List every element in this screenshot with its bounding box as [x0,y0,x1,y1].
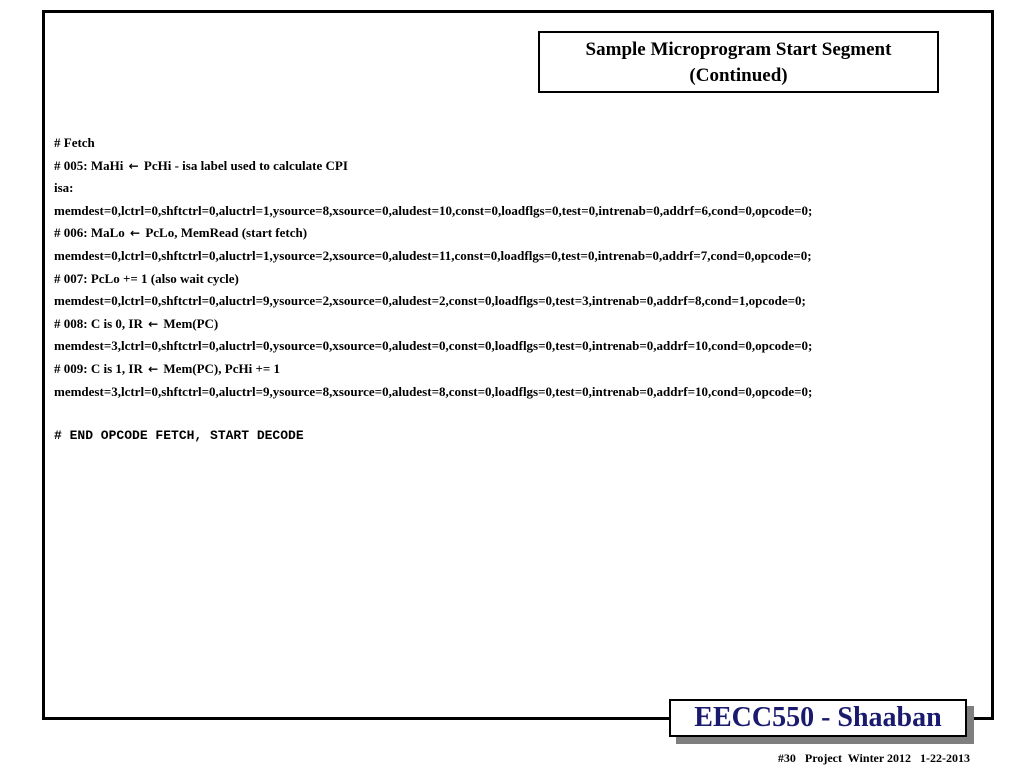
code-comment-005-end: PcHi - isa label used to calculate CPI [140,157,348,173]
code-microinstruction-009: memdest=3,lctrl=0,shftctrl=0,aluctrl=9,ysource=8,xsource=0,aludest=8,const=0,loadflgs=0,test=0,intrenab=0,addrf=10,cond=0,opcode=0; [54,383,813,399]
code-comment-008-start: # 008: C is 0, IR [54,315,147,331]
code-comment-009 [54,358,984,381]
slide-title-box [538,31,939,93]
code-comment-008 [54,313,984,336]
left-arrow-icon: ← [128,158,139,173]
left-arrow-icon: ← [130,226,141,241]
code-comment-005 [54,155,984,178]
left-arrow-icon: ← [148,316,159,331]
slide-title-line-1: Sample Microprogram Start Segment [585,39,892,60]
code-microinstruction-006: memdest=0,lctrl=0,shftctrl=0,aluctrl=1,ysource=2,xsource=0,aludest=11,const=0,loadflgs=0,test=0,intrenab=0,addrf=7,cond=0,opcode=0; [54,247,812,263]
microprogram-code [54,132,984,448]
code-comment-006-start: # 006: MaLo [54,225,129,241]
left-arrow-icon: ← [148,361,159,376]
code-comment-009-end: Mem(PC), PcHi += 1 [160,360,281,376]
slide-title-line-2: (Continued) [689,65,788,86]
code-comment-006 [54,222,984,245]
slide-footer: #30 Project Winter 2012 1-22-2013 [777,751,970,765]
code-comment-007: # 007: PcLo += 1 (also wait cycle) [54,270,239,286]
code-comment-end-fetch: # END OPCODE FETCH, START DECODE [54,428,304,444]
code-microinstruction-007: memdest=0,lctrl=0,shftctrl=0,aluctrl=9,ysource=2,xsource=0,aludest=2,const=0,loadflgs=0,test=3,intrenab=0,addrf=8,cond=1,opcode=0; [54,293,806,309]
code-label-isa: isa: [54,180,74,196]
code-blank-line [54,403,984,425]
code-microinstruction-005: memdest=0,lctrl=0,shftctrl=0,aluctrl=1,ysource=8,xsource=0,aludest=10,const=0,loadflgs=0,test=0,intrenab=0,addrf=6,cond=0,opcode=0; [54,202,813,218]
code-microinstruction-008: memdest=3,lctrl=0,shftctrl=0,aluctrl=0,ysource=0,xsource=0,aludest=0,const=0,loadflgs=0,test=0,intrenab=0,addrf=10,cond=0,opcode=0; [54,338,813,354]
code-comment-005-start: # 005: MaHi [54,157,127,173]
code-comment-fetch: # Fetch [54,135,95,150]
code-comment-008-end: Mem(PC) [160,315,219,331]
course-logo-text: EECC550 - Shaaban [669,699,967,737]
code-comment-009-start: # 009: C is 1, IR [54,360,147,376]
code-comment-006-end: PcLo, MemRead (start fetch) [142,225,308,241]
course-logo [669,699,974,744]
